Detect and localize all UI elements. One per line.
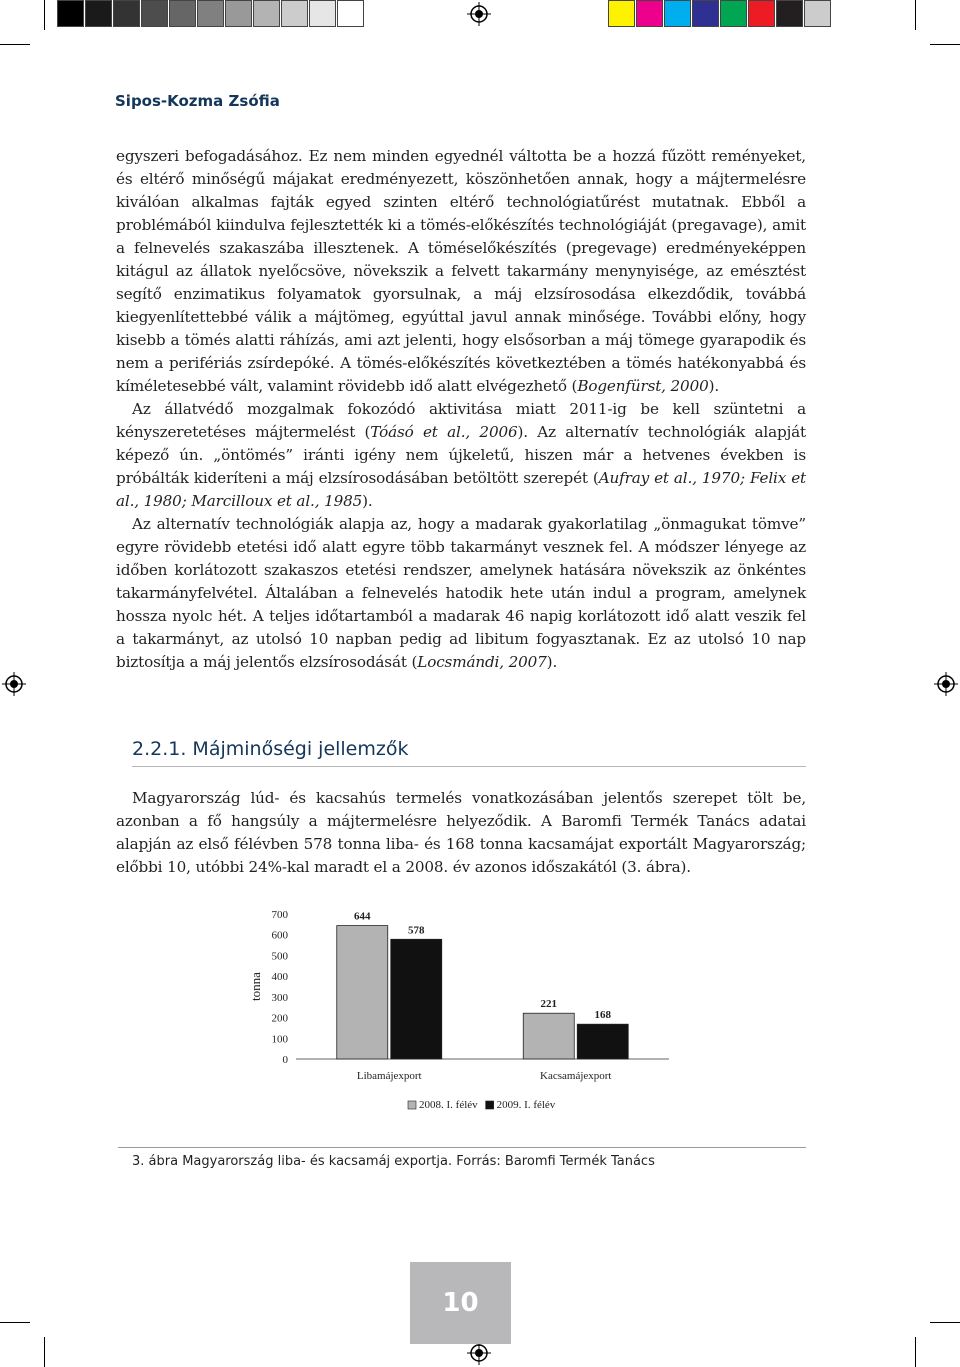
registration-mark-right-icon [934, 672, 958, 696]
color-swatch [748, 0, 775, 27]
color-swatch [664, 0, 691, 27]
y-tick-label: 200 [271, 1012, 288, 1025]
process-color-bar [608, 0, 832, 27]
bar [577, 1024, 628, 1059]
crop-mark [44, 0, 45, 30]
data-label: 168 [594, 1009, 611, 1022]
paragraph-4: Magyarország lúd- és kacsahús termelés vonatkozásában jelentős szerepet tölt be, azonban a fő hangsúly a májtermelésre helyeződik. A Baromfi Termék Tanács adatai alapján az első félévben 578 tonna liba- és 168 tonna kacsamájat exportált Magyarország; előbbi 10, utóbbi 24%-kal maradt el a 2008. év azonos időszakától (3. ábra). [116, 789, 806, 876]
gray-swatch [337, 0, 364, 27]
legend-swatch [486, 1101, 494, 1109]
color-swatch [636, 0, 663, 27]
data-label: 644 [354, 910, 371, 923]
body-text-block [116, 145, 806, 674]
crop-mark [44, 1337, 45, 1367]
running-header-author: Sipos-Kozma Zsófia [115, 92, 280, 110]
gray-swatch [113, 0, 140, 27]
crop-mark [915, 0, 916, 30]
paragraph-2 [116, 398, 806, 513]
y-tick-label: 600 [271, 929, 288, 942]
citation: Locsmándi, 2007 [417, 653, 547, 671]
paragraph-text: ). [708, 377, 720, 395]
grayscale-color-bar [57, 0, 365, 27]
bar [523, 1013, 574, 1059]
section-heading: 2.2.1. Májminőségi jellemzők [132, 738, 806, 767]
legend-swatch [408, 1101, 416, 1109]
crop-mark [915, 1337, 916, 1367]
paragraph-1 [116, 145, 806, 398]
paragraph-text: ). Az alternatív technológiák alapját képező ún. „öntömés” iránti igény nem újkeletű, hiszen már a hetvenes években is próbálták kideríteni a máj elzsírosodásában betöltött szerepét ( [116, 423, 806, 487]
crop-mark [0, 44, 30, 45]
legend-label: 2009. I. félév [496, 1099, 556, 1111]
bar [391, 939, 442, 1059]
y-tick-label: 700 [271, 909, 288, 921]
figure-caption: 3. ábra Magyarország liba- és kacsamáj exportja. Forrás: Baromfi Termék Tanács [132, 1154, 655, 1169]
page-number: 10 [410, 1262, 511, 1344]
registration-mark-top-icon [467, 2, 491, 26]
gray-swatch [85, 0, 112, 27]
crop-mark [930, 1322, 960, 1323]
category-label: Libamájexport [356, 1070, 422, 1082]
color-swatch [804, 0, 831, 27]
y-axis-label: tonna [248, 972, 263, 1001]
y-tick-label: 0 [282, 1054, 288, 1066]
color-swatch [776, 0, 803, 27]
crop-mark [0, 1322, 30, 1323]
citation: Aufray et al., 1970; Felix et al., 1980; Marcilloux et al., 1985 [116, 469, 806, 510]
bar-chart [236, 900, 696, 1125]
gray-swatch [57, 0, 84, 27]
gray-swatch [281, 0, 308, 27]
color-swatch [720, 0, 747, 27]
paragraph-text: ). [362, 492, 373, 510]
paragraph-3 [116, 513, 806, 674]
registration-mark-left-icon [2, 672, 26, 696]
bar [337, 926, 388, 1059]
y-tick-label: 500 [271, 950, 288, 963]
gray-swatch [253, 0, 280, 27]
color-swatch [608, 0, 635, 27]
y-tick-label: 300 [271, 991, 288, 1004]
category-label: Kacsamájexport [540, 1070, 612, 1082]
body-text-block [116, 787, 806, 879]
y-tick-label: 400 [271, 971, 288, 984]
paragraph-text: ). [546, 653, 558, 671]
paragraph-text: egyszeri befogadásához. Ez nem minden egyednél váltotta be a hozzá fűzött reményeket, és eltérő minőségű májakat eredményezett, köszönhetően annak, hogy a májtermelésre kiválóan alkalmas fajták egyed szinten eltérő technológiatűrést mutatnak. Ebből a problémából kiindulva fejlesztették ki a tömés-előkészítés technológiáját (pregavage), amit a felnevelés szakaszába illesztenek. A töméselőkészítés (pregevage) eredményeképpen kitágul az állatok nyelőcsöve, növekszik a felvett takarmány menynyisége, az emésztést segítő enzimatikus folyamatok gyorsulnak, a máj elzsírosodása elkezdődik, továbbá kiegyenlítettebbé válik a májtömeg, egyúttal javul annak minősége. További előny, hogy kisebb a tömés alatti ráhízás, ami azt jelenti, hogy elsősorban a máj tömege gyarapodik és nem a perifériás zsírdepóké. A tömés-előkészítés következtében a tömés hatékonyabbá és kíméletesebbé vált, valamint rövidebb idő alatt elvégezhető ( [116, 147, 806, 395]
gray-swatch [225, 0, 252, 27]
citation: Bogenfürst, 2000 [577, 377, 709, 395]
citation: Tóásó et al., 2006 [370, 423, 518, 441]
chart-svg [236, 900, 696, 1125]
color-swatch [692, 0, 719, 27]
gray-swatch [141, 0, 168, 27]
y-tick-label: 100 [271, 1033, 288, 1046]
paragraph-text: Az alternatív technológiák alapja az, hogy a madarak gyakorlatilag „önmagukat tömve” egyre rövidebb etetési idő alatt egyre több takarmányt vesznek fel. A módszer lényege az időben korlátozott szakaszos etetési rendszer, amelynek hatására növekszik az önkéntes takarmányfelvétel. Általában a felnevelés hatodik hete után indul a program, amelynek hossza nyolc hét. A teljes időtartamból a madarak 46 napig korlátozott idő alatt veszik fel a takarmányt, az utolsó 10 napban pedig ad libitum fogyasztanak. Ez az utolsó 10 nap biztosítja a máj jelentős elzsírosodását ( [116, 515, 806, 671]
crop-mark [930, 44, 960, 45]
registration-mark-bottom-icon [467, 1341, 491, 1365]
caption-divider [118, 1147, 806, 1148]
gray-swatch [197, 0, 224, 27]
legend-label: 2008. I. félév [419, 1099, 478, 1111]
paragraph-text: Az állatvédő mozgalmak fokozódó aktivitása miatt 2011-ig be kell szüntetni a kényszeretetéses májtermelést ( [116, 400, 806, 441]
data-label: 578 [408, 924, 425, 937]
gray-swatch [169, 0, 196, 27]
data-label: 221 [540, 998, 557, 1011]
gray-swatch [309, 0, 336, 27]
